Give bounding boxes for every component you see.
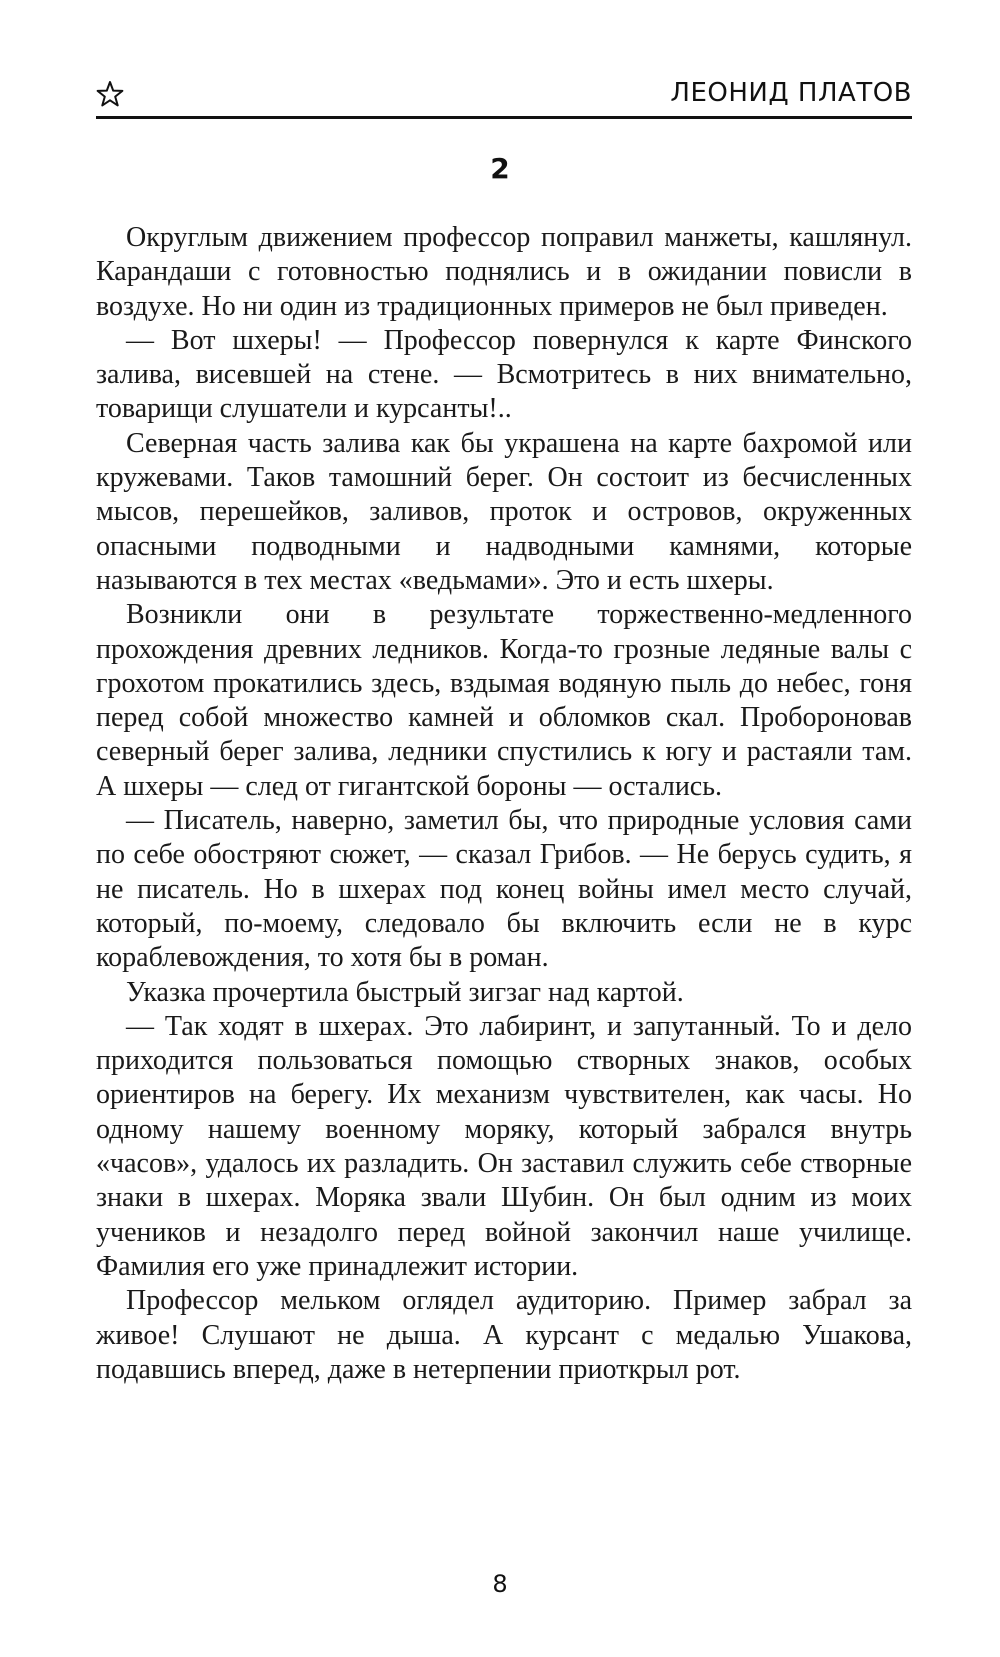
paragraph: — Так ходят в шхерах. Это лабиринт, и запутанный. То и дело приходится пользоваться помощью створных знаков, особых ориентиров на берегу. Их механизм чувствителен, как часы. Но одному нашему военному моряку, который забрался внутрь «часов», удалось их разладить. Он заставил служить себе створные знаки в шхерах. Моряка звали Шубин. Он был одним из моих учеников и незадолго перед войной закончил наше училище. Фамилия его уже принадлежит истории. <box>96 1010 912 1282</box>
paragraph: — Писатель, наверно, заметил бы, что природные условия сами по себе обостряют сюжет, — сказал Грибов. — Не берусь судить, я не писатель. Но в шхерах под конец войны имел место случай, который, по-моему, следовало бы включить если не в курс кораблевождения, то хотя бы в роман. <box>96 805 912 974</box>
paragraph: Возникли они в результате торжественно-медленного прохождения древних ледников. Когда-то грозные ледяные валы с грохотом прокатились здесь, вздымая водяную пыль до небес, гоня перед собой множество камней и обломков скал. Пробороновав северный берег залива, ледники спустились к югу и растаяли там. А шхеры — след от гигантской бороны — остались. <box>96 599 912 802</box>
header-rule <box>96 116 912 119</box>
paragraph: Округлым движением профессор поправил манжеты, кашлянул. Карандаши с готовностью поднялись и в ожидании повисли в воздухе. Но ни один из традиционных примеров не был приведен. <box>96 222 912 322</box>
star-icon <box>96 80 124 108</box>
paragraph: Указка прочертила быстрый зигзаг над картой. <box>126 976 684 1008</box>
chapter-number: 2 <box>490 152 510 185</box>
running-head <box>96 76 912 118</box>
running-title-author: ЛЕОНИД ПЛАТОВ <box>670 78 912 108</box>
text-body <box>96 221 912 1387</box>
paragraph: Профессор мельком оглядел аудиторию. Пример забрал за живое! Слушают не дыша. А курсант с медалью Ушакова, подавшись вперед, даже в нетерпении приоткрыл рот. <box>96 1285 912 1385</box>
page-number: 8 <box>492 1570 508 1598</box>
paragraph: — Вот шхеры! — Профессор повернулся к карте Финского залива, висевшей на стене. — Всмотритесь в них внимательно, товарищи слушатели и курсанты!.. <box>96 324 912 425</box>
paragraph: Северная часть залива как бы украшена на карте бахромой или кружевами. Таков тамошний берег. Он состоит из бесчисленных мысов, перешейков, заливов, проток и островов, окруженных опасными подводными и надводными камнями, которые называются в тех местах «ведьмами». Это и есть шхеры. <box>96 427 912 596</box>
